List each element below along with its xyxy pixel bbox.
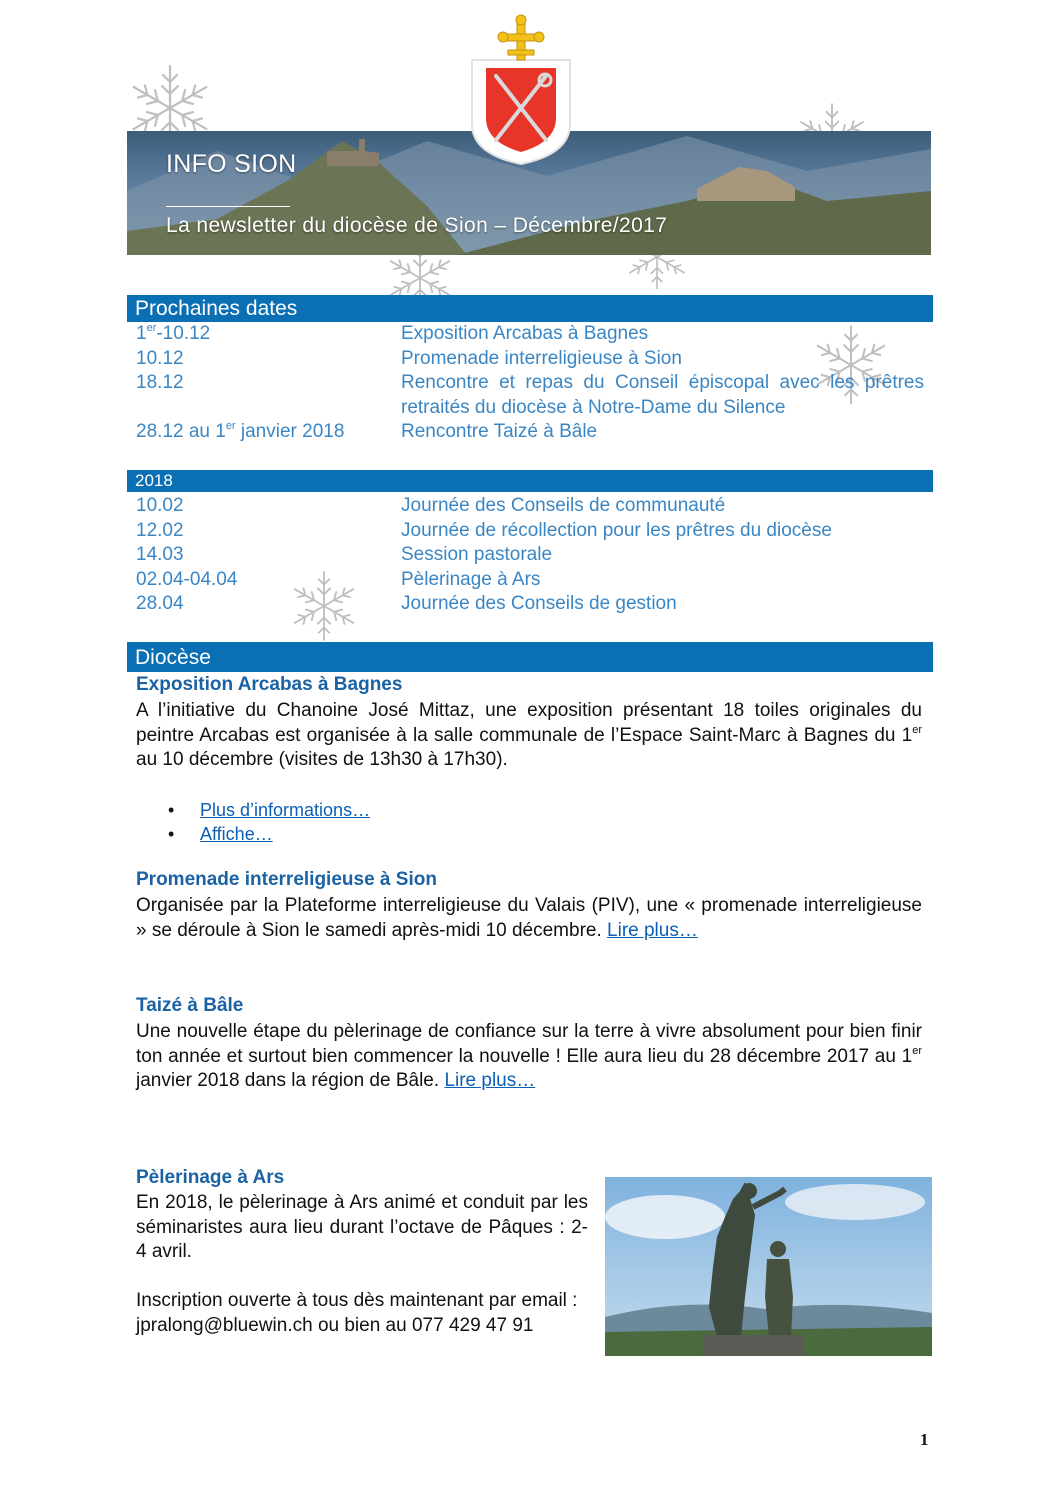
article-body-arcabas: A l’initiative du Chanoine José Mittaz, une exposition présentant 18 toiles originales du peintre Arcabas est organisée à la salle communale de l’Espace Saint-Marc à Bagnes du 1er au 10 décembre (visites de 13h30 à 17h30). [136,700,922,770]
date-row [136,568,924,593]
article-body-taize: Une nouvelle étape du pèlerinage de confiance sur la terre à vivre absolument pour bien finir ton année et surtout bien commencer la nouvelle ! Elle aura lieu du 28 décembre 2017 au 1er janvier 2018 dans la région de Bâle. Lire plus… [136,1021,922,1091]
date-cell: 10.12 [136,347,184,369]
date-cell: 10.02 [136,495,184,516]
title-divider [166,206,290,207]
bullet-icon: • [168,824,175,844]
date-row [136,592,924,617]
read-more-link[interactable]: Lire plus… [444,1070,536,1091]
date-row [136,322,924,347]
date-cell: 18.12 [136,372,184,393]
event-cell: Session pastorale [401,544,553,565]
section-header-prochaines-dates [127,295,933,322]
poster-link[interactable]: Affiche… [200,824,273,844]
date-row [136,371,924,420]
article-body-ars: En 2018, le pèlerinage à Ars animé et conduit par les séminaristes aura lieu durant l’octave de Pâques : 2-4 avril. Inscription ouverte à tous dès maintenant par email : jpralong@bluewin.ch ou bien au 077 429 47 91 [136,1191,588,1338]
event-cell: Journée des Conseils de gestion [401,593,677,614]
arcabas-links-list [168,798,370,846]
event-cell: Pèlerinage à Ars [401,568,541,590]
article-title-ars: Pèlerinage à Ars [136,1167,285,1188]
date-cell: 12.02 [136,519,184,541]
article-title-arcabas: Exposition Arcabas à Bagnes [136,674,403,695]
date-cell: 1er-10.12 [136,322,211,344]
more-info-link[interactable]: Plus d’informations… [200,800,371,820]
date-row [136,420,924,445]
article-body-promenade: Organisée par la Plateforme interreligieuse du Valais (PIV), une « promenade interreligieuse » se déroule à Sion le samedi après-midi 10 décembre. Lire plus… [136,895,922,941]
dates-2018-table [136,494,924,617]
event-cell: Rencontre Taizé à Bâle [401,421,598,442]
date-cell: 14.03 [136,544,184,565]
section-title: Diocèse [135,646,211,669]
contact-info: jpralong@bluewin.ch ou bien au 077 429 47 91 [136,1314,534,1336]
newsletter-subtitle: La newsletter du diocèse de Sion – Décembre/2017 [166,214,668,237]
date-cell: 28.04 [136,593,184,614]
list-item [168,798,370,822]
section-title: Prochaines dates [135,297,298,320]
list-item [168,822,370,846]
event-cell: Rencontre et repas du Conseil épiscopal avec les prêtres retraités du diocèse à Notre-Dame du Silence [401,372,924,418]
date-row [136,494,924,519]
date-row [136,347,924,372]
section-header-diocese [127,642,933,672]
event-cell: Promenade interreligieuse à Sion [401,347,682,369]
date-cell: 28.12 au 1er janvier 2018 [136,420,345,442]
article-title-promenade: Promenade interreligieuse à Sion [136,869,437,890]
diocese-coat-of-arms-logo [466,14,576,166]
newsletter-title: INFO SION [166,150,297,178]
read-more-link[interactable]: Lire plus… [607,919,698,941]
date-row [136,543,924,568]
date-row [136,519,924,544]
bullet-icon: • [168,800,175,820]
page-number: 1 [920,1430,929,1449]
section-header-2018 [127,470,933,492]
event-cell: Journée des Conseils de communauté [401,495,726,516]
event-cell: Exposition Arcabas à Bagnes [401,323,649,344]
event-cell: Journée de récollection pour les prêtres du diocèse [401,519,832,541]
upcoming-dates-table [136,322,924,445]
section-title: 2018 [135,471,173,490]
article-title-taize: Taizé à Bâle [136,995,244,1016]
ars-statue-photo [605,1177,932,1356]
date-cell: 02.04-04.04 [136,568,238,590]
